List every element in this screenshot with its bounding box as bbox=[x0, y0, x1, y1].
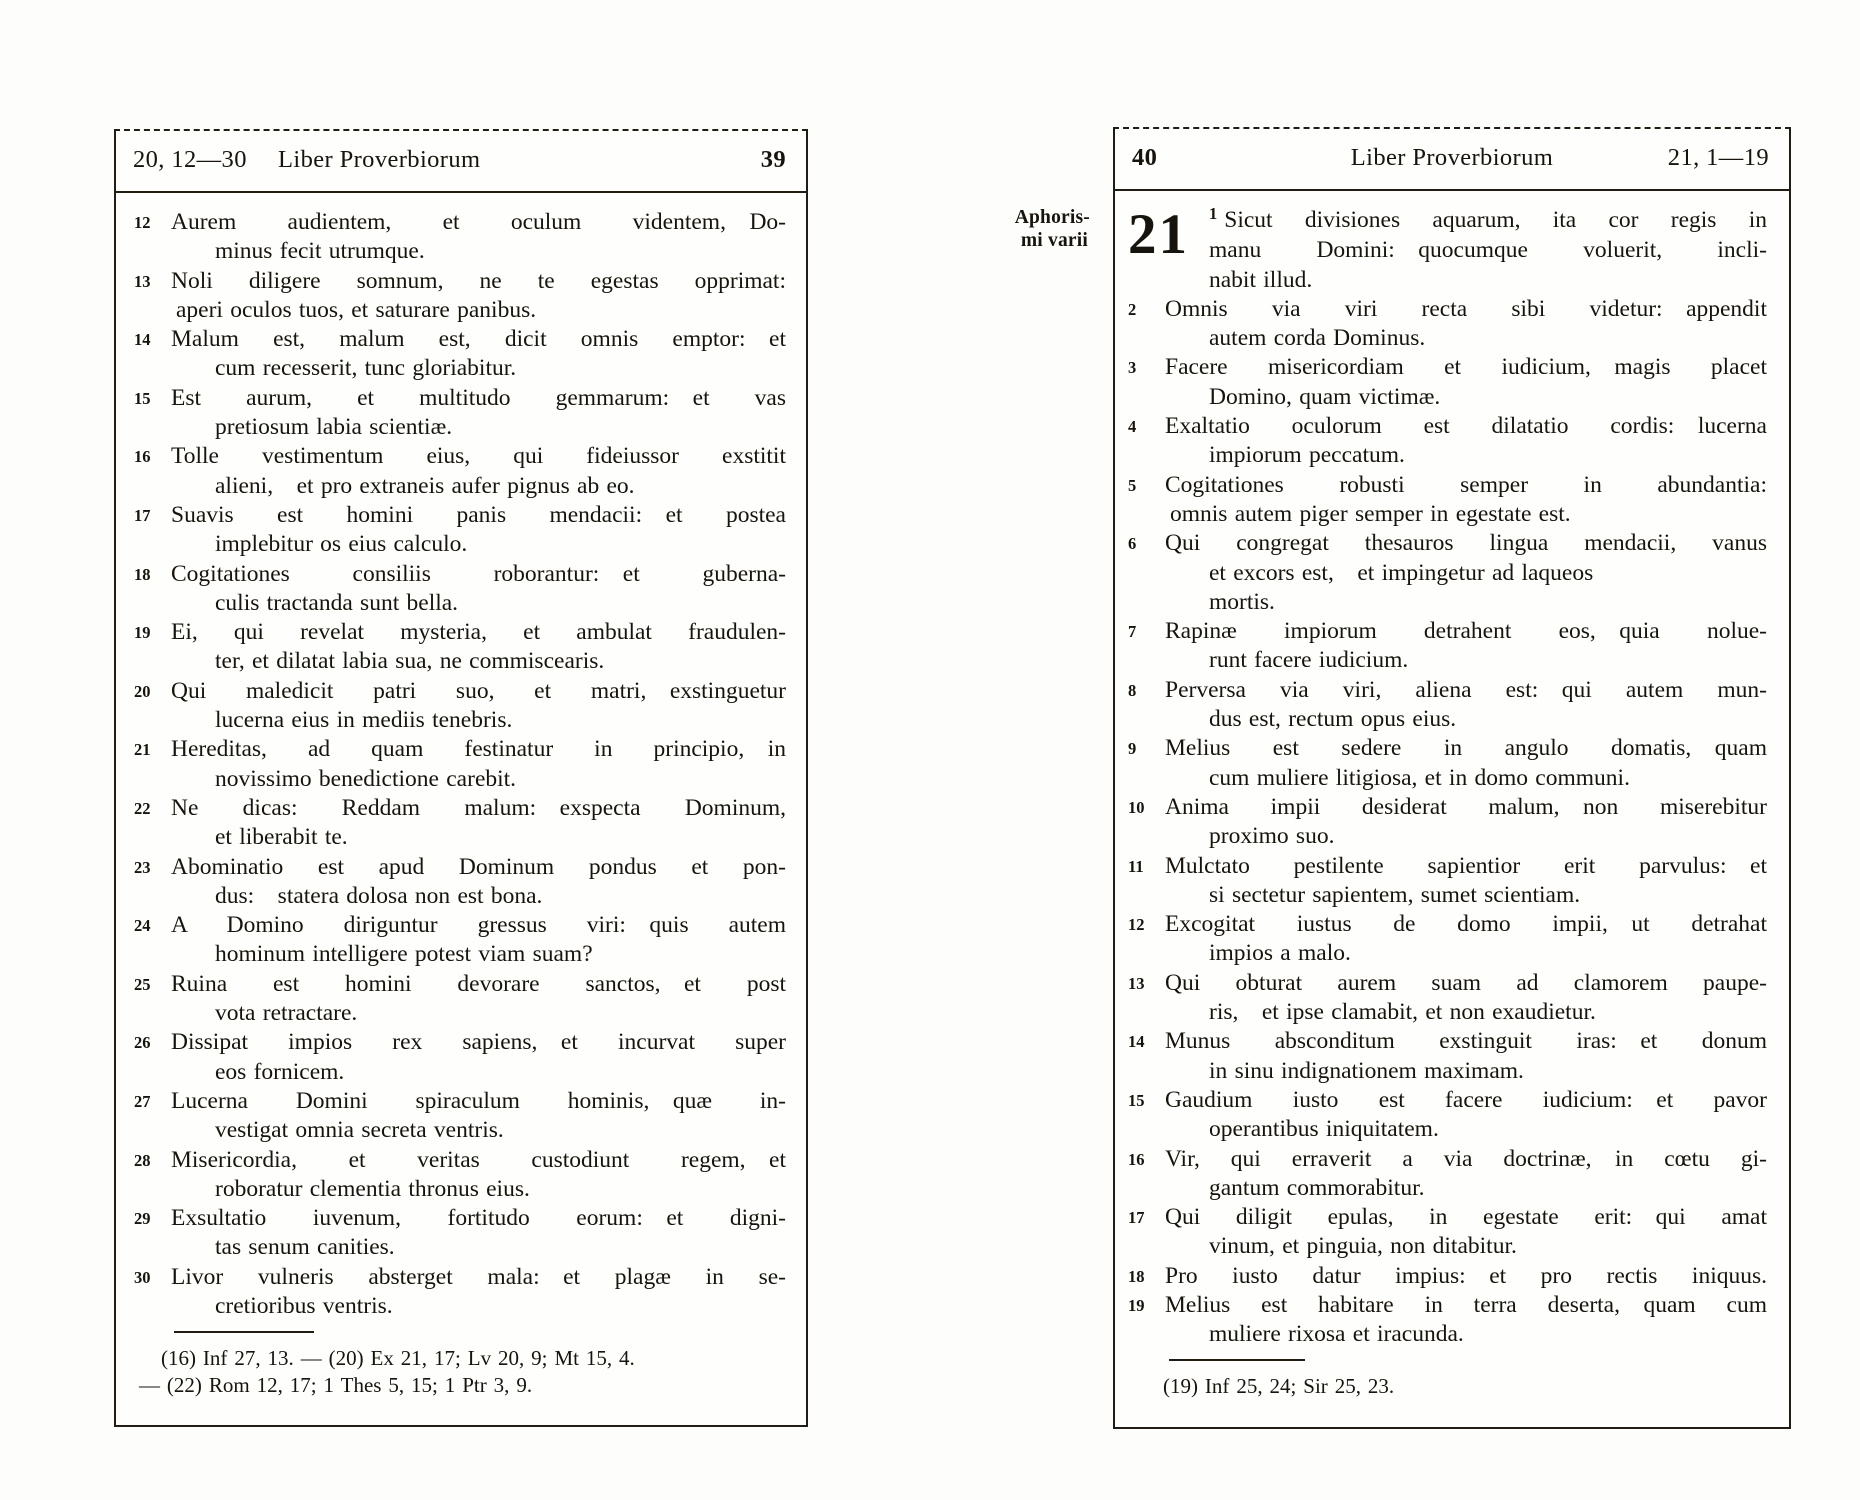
footnote-line: — (22) Rom 12, 17; 1 Thes 5, 15; 1 Ptr 3, 9. bbox=[139, 1373, 533, 1398]
verse-line: 18 Cogitationes consiliis roborantur: et guberna- bbox=[171, 560, 786, 589]
verse-line: 11 Mulctato pestilente sapientior erit parvulus: et bbox=[1165, 852, 1767, 881]
verse-number: 12 bbox=[1128, 915, 1145, 935]
verse-line: minus fecit utrumque. bbox=[215, 238, 425, 265]
footnote-separator bbox=[174, 1331, 314, 1333]
verse-line: 23 Abominatio est apud Dominum pondus et pon- bbox=[171, 853, 786, 882]
verse-number: 6 bbox=[1128, 534, 1137, 554]
verse-line: dus est, rectum opus eius. bbox=[1209, 706, 1457, 733]
verse-number: 16 bbox=[134, 447, 151, 467]
verse-number: 1 bbox=[1209, 204, 1218, 223]
verse-line: 19 Ei, qui revelat mysteria, et ambulat fraudulen- bbox=[171, 618, 786, 647]
verse-number: 21 bbox=[134, 740, 151, 760]
left-page bbox=[114, 129, 808, 1427]
verse-number: 14 bbox=[134, 330, 151, 350]
verse-line: 16 Vir, qui erraverit a via doctrinæ, in cœtu gi- bbox=[1165, 1145, 1767, 1174]
verse-line: implebitur os eius calculo. bbox=[215, 531, 468, 558]
verse-line: Domino, quam victimæ. bbox=[1209, 383, 1441, 410]
margin-note-line: mi varii bbox=[1020, 229, 1088, 251]
verse-line: impios a malo. bbox=[1209, 940, 1351, 967]
verse-line: gantum commorabitur. bbox=[1209, 1174, 1425, 1201]
verse-line: 8 Perversa via viri, aliena est: qui autem mun- bbox=[1165, 676, 1767, 705]
verse-number: 23 bbox=[134, 857, 151, 877]
verse-line: novissimo benedictione carebit. bbox=[215, 765, 517, 792]
verse-number: 10 bbox=[1128, 797, 1145, 817]
verse-line: 6 Qui congregat thesauros lingua mendacii, vanus bbox=[1165, 529, 1767, 558]
verse-line: 28 Misericordia, et veritas custodiunt regem, et bbox=[171, 1146, 786, 1175]
verse-line: roboratur clementia thronus eius. bbox=[215, 1175, 530, 1202]
verse-line: 26 Dissipat impios rex sapiens, et incurvat super bbox=[171, 1028, 786, 1057]
verse-line: 17 Suavis est homini panis mendacii: et postea bbox=[171, 501, 786, 530]
verse-line: cum muliere litigiosa, et in domo communi. bbox=[1209, 764, 1630, 791]
verse-line: alieni, et pro extraneis aufer pignus ab eo. bbox=[215, 472, 635, 499]
page-number: 40 bbox=[1132, 144, 1158, 171]
verse-number: 30 bbox=[134, 1267, 151, 1287]
footnote-separator bbox=[1169, 1359, 1305, 1361]
verse-line: 7 Rapinæ impiorum detrahent eos, quia nolue- bbox=[1165, 617, 1767, 646]
verse-line: et excors est, et impingetur ad laqueos bbox=[1209, 559, 1594, 586]
verse-line: in sinu indignationem maximam. bbox=[1209, 1057, 1524, 1084]
verse-line: dus: statera dolosa non est bona. bbox=[215, 882, 543, 909]
margin-note bbox=[986, 207, 1090, 252]
verse-line: culis tractanda sunt bella. bbox=[215, 589, 459, 616]
verse-line: 19 Melius est habitare in terra deserta, quam cum bbox=[1165, 1291, 1767, 1320]
verse-line: manu Domini: quocumque voluerit, incli- bbox=[1209, 237, 1767, 264]
verse-line: proximo suo. bbox=[1209, 823, 1335, 850]
verse-line: aperi oculos tuos, et saturare panibus. bbox=[176, 296, 537, 323]
verse-line: 9 Melius est sedere in angulo domatis, quam bbox=[1165, 734, 1767, 763]
running-title: Liber Proverbiorum bbox=[278, 146, 481, 173]
verse-line: 3 Facere misericordiam et iudicium, magis placet bbox=[1165, 353, 1767, 382]
verse-line: vota retractare. bbox=[215, 1000, 358, 1027]
chapter-number: 21 bbox=[1128, 203, 1189, 266]
verse-number: 13 bbox=[134, 271, 151, 291]
verse-line: si sectetur sapientem, sumet scientiam. bbox=[1209, 881, 1581, 908]
verse-number: 15 bbox=[134, 388, 151, 408]
verse-line: 10 Anima impii desiderat malum, non miserebitur bbox=[1165, 793, 1767, 822]
verse-line: 25 Ruina est homini devorare sanctos, et post bbox=[171, 970, 786, 999]
margin-note-line: Aphoris- bbox=[1014, 207, 1090, 228]
verse-number: 18 bbox=[1128, 1266, 1145, 1286]
verse-number: 17 bbox=[134, 505, 151, 525]
verse-line: ter, et dilatat labia sua, ne commiscearis. bbox=[215, 648, 605, 675]
verse-number: 27 bbox=[134, 1091, 151, 1111]
footnote-line: (19) Inf 25, 24; Sir 25, 23. bbox=[1163, 1373, 1395, 1398]
chapter-verse-range: 21, 1—19 bbox=[1667, 144, 1769, 171]
running-title: Liber Proverbiorum bbox=[1350, 144, 1554, 171]
verse-line: tas senum canities. bbox=[215, 1234, 395, 1261]
verse-line: hominum intelligere potest viam suam? bbox=[215, 941, 593, 968]
verse-line: 15 Est aurum, et multitudo gemmarum: et vas bbox=[171, 384, 786, 413]
chapter-verse-range: 20, 12—30 bbox=[133, 146, 247, 173]
verse-number: 2 bbox=[1128, 299, 1137, 319]
verse-line: muliere rixosa et iracunda. bbox=[1209, 1321, 1464, 1348]
verse-line: cum recesserit, tunc gloriabitur. bbox=[215, 355, 517, 382]
verse-line: vestigat omnia secreta ventris. bbox=[215, 1117, 504, 1144]
verse-number: 12 bbox=[134, 213, 151, 232]
verse-line: 12 Excogitat iustus de domo impii, ut detrahat bbox=[1165, 910, 1767, 939]
verse-line: $^1$ Sicut divisiones aquarum, ita cor regis in bbox=[1209, 204, 1767, 233]
verse-number: 16 bbox=[1128, 1149, 1145, 1169]
verse-line: 14 Malum est, malum est, dicit omnis emptor: et bbox=[171, 325, 786, 354]
verse-line: 22 Ne dicas: Reddam malum: exspecta Dominum, bbox=[171, 794, 786, 823]
verse-line: mortis. bbox=[1209, 588, 1275, 615]
verse-number: 24 bbox=[134, 916, 151, 936]
verse-number: 4 bbox=[1128, 417, 1137, 437]
verse-number: 7 bbox=[1128, 622, 1137, 642]
verse-number: 17 bbox=[1128, 1208, 1145, 1228]
verse-number: 13 bbox=[1128, 973, 1145, 993]
verse-number: 22 bbox=[134, 798, 151, 818]
verse-line: cretioribus ventris. bbox=[215, 1292, 393, 1319]
verse-line: 12 Aurem audientem, et oculum videntem, Do- bbox=[171, 208, 786, 237]
verse-number: 29 bbox=[134, 1209, 151, 1229]
verse-line: 24 A Domino diriguntur gressus viri: quis autem bbox=[171, 911, 786, 940]
verse-line: 30 Livor vulneris absterget mala: et plagæ in se- bbox=[171, 1263, 786, 1292]
verse-number: 9 bbox=[1128, 739, 1137, 759]
verse-number: 25 bbox=[134, 974, 151, 994]
verse-number: 11 bbox=[1128, 856, 1144, 876]
verse-line: ris, et ipse clamabit, et non exaudietur. bbox=[1209, 999, 1596, 1026]
verse-number: 5 bbox=[1128, 475, 1137, 495]
verse-line: 18 Pro iusto datur impius: et pro rectis iniquus. bbox=[1165, 1262, 1767, 1291]
verse-line: nabit illud. bbox=[1209, 266, 1313, 293]
verse-line: vinum, et pinguia, non ditabitur. bbox=[1209, 1233, 1517, 1260]
right-page-footnotes bbox=[1115, 1373, 1789, 1400]
verse-line: 20 Qui maledicit patri suo, et matri, exstinguetur bbox=[171, 677, 786, 706]
verse-line: autem corda Dominus. bbox=[1209, 325, 1426, 352]
verse-number: 28 bbox=[134, 1150, 151, 1170]
verse-line: eos fornicem. bbox=[215, 1058, 345, 1085]
verse-line: runt facere iudicium. bbox=[1209, 647, 1409, 674]
verse-line: 14 Munus absconditum exstinguit iras: et donum bbox=[1165, 1027, 1767, 1056]
verse-line: 27 Lucerna Domini spiraculum hominis, quæ in- bbox=[171, 1087, 786, 1116]
verse-line: 13 Noli diligere somnum, ne te egestas opprimat: bbox=[171, 267, 786, 296]
verse-line: operantibus iniquitatem. bbox=[1209, 1116, 1439, 1143]
verse-number: 26 bbox=[134, 1033, 151, 1053]
verse-line: omnis autem piger semper in egestate est. bbox=[1170, 500, 1571, 527]
verse-number: 19 bbox=[1128, 1295, 1145, 1315]
right-page bbox=[1113, 127, 1791, 1429]
verse-line: 21 Hereditas, ad quam festinatur in principio, in bbox=[171, 735, 786, 764]
left-page-header bbox=[116, 131, 806, 193]
verse-number: 19 bbox=[134, 623, 151, 643]
page-number: 39 bbox=[760, 146, 786, 173]
verse-line: 16 Tolle vestimentum eius, qui fideiussor exstitit bbox=[171, 442, 786, 471]
left-page-footnotes bbox=[116, 1345, 806, 1399]
verse-line: 2 Omnis via viri recta sibi videtur: appendit bbox=[1165, 295, 1767, 324]
verse-line: 13 Qui obturat aurem suam ad clamorem paupe- bbox=[1165, 969, 1767, 998]
verse-number: 8 bbox=[1128, 680, 1137, 700]
verse-number: 15 bbox=[1128, 1090, 1145, 1110]
verse-line: 17 Qui diligit epulas, in egestate erit: qui amat bbox=[1165, 1203, 1767, 1232]
left-page-text bbox=[116, 193, 806, 1333]
verse-line: et liberabit te. bbox=[215, 824, 348, 851]
verse-line: 15 Gaudium iusto est facere iudicium: et pavor bbox=[1165, 1086, 1767, 1115]
verse-line: lucerna eius in mediis tenebris. bbox=[215, 707, 513, 734]
verse-number: 20 bbox=[134, 681, 151, 701]
verse-line: 29 Exsultatio iuvenum, fortitudo eorum: et digni- bbox=[171, 1204, 786, 1233]
right-page-text bbox=[1115, 191, 1789, 1361]
verse-line: impiorum peccatum. bbox=[1209, 442, 1405, 469]
verse-line: pretiosum labia scientiæ. bbox=[215, 414, 453, 441]
verse-line: 4 Exaltatio oculorum est dilatatio cordis: lucerna bbox=[1165, 412, 1767, 441]
verse-number: 3 bbox=[1128, 358, 1137, 378]
verse-number: 18 bbox=[134, 564, 151, 584]
right-page-header bbox=[1115, 129, 1789, 191]
verse-number: 14 bbox=[1128, 1032, 1145, 1052]
verse-line: 5 Cogitationes robusti semper in abundantia: bbox=[1165, 471, 1767, 500]
footnote-line: (16) Inf 27, 13. — (20) Ex 21, 17; Lv 20, 9; Mt 15, 4. bbox=[161, 1346, 635, 1371]
